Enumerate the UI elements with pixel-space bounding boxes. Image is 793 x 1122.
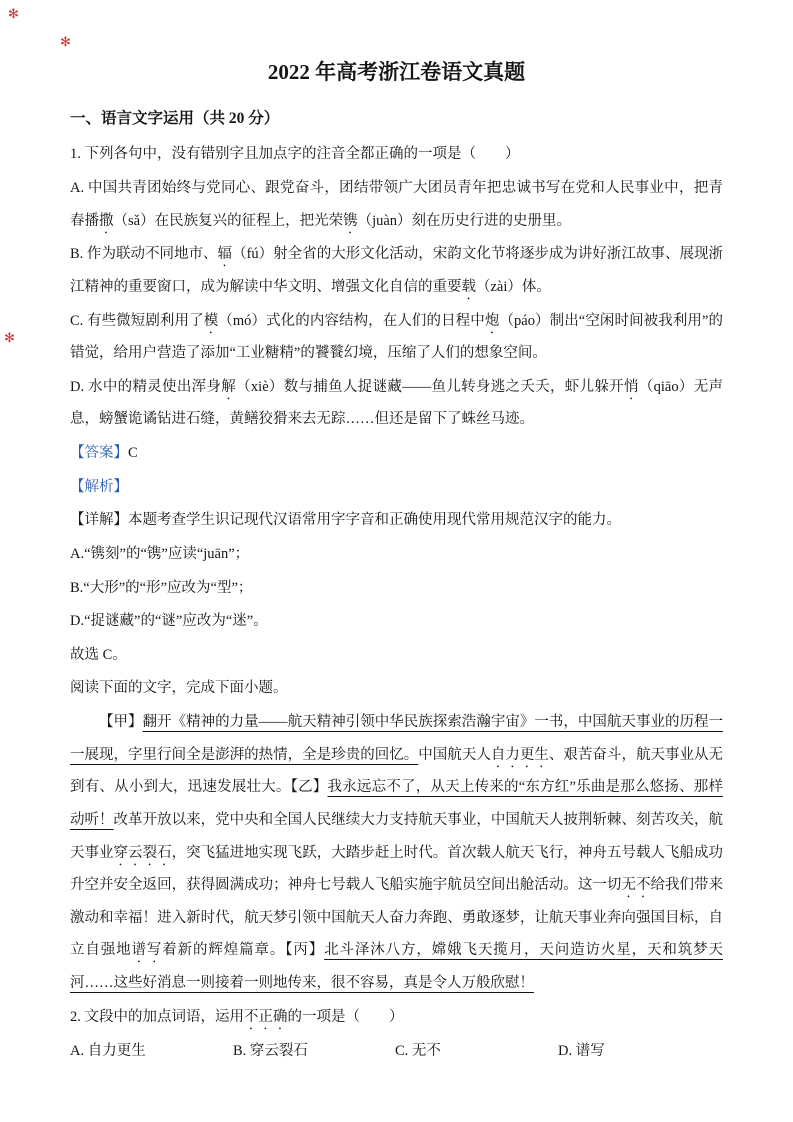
correction-d: D.“捉谜藏”的“谜”应改为“迷”。	[70, 613, 268, 630]
text-run: （mó）式化的内容结构，在人们的日程中	[218, 312, 485, 329]
dotted-word: 载	[461, 278, 476, 295]
text-run: C. 有些微短剧利用了	[70, 312, 204, 329]
underlined-text: 翻开《精神的力量——航天精神引领中华民族探索浩瀚宇宙》一书，中国航天事业的历程一一展现，字里行间全是澎湃的热情，全是珍贵的回忆。	[70, 714, 724, 763]
answer-value: C	[128, 445, 138, 462]
text-run: （qiāo）无声息，螃蟹诡谲钻进石缝，黄鳝狡猾来去无踪……但还是留下了蛛丝马迹。	[70, 378, 724, 428]
dotted-word: 镌	[343, 212, 358, 229]
text-run: （xiè）数与捕鱼人捉谜藏——鱼儿转身逃之夭夭，虾儿躲开	[236, 378, 624, 395]
text-run: （juàn）刻在历史行进的史册里。	[357, 212, 572, 229]
text-run: 改革开放以来，党中央和全国人民继续大力支持航天事业，中国航天人披荆斩棘、刻苦攻关，航天事业	[70, 811, 724, 861]
dotted-word: 无不	[621, 877, 651, 894]
underlined-text: 北斗泽沐八方，嫦娥飞天揽月，天问造访火星，天和筑梦天河……这些好消息一则接着一则地传来，很不容易，真是令人万般欣慰！	[70, 942, 723, 992]
dotted-word: 炮	[484, 312, 500, 329]
dotted-word: 自力更生	[490, 746, 549, 763]
text-run: 2. 文段中的加点词语，运用	[70, 1008, 244, 1025]
text-run: 【甲】	[99, 714, 143, 731]
detail-label: 【详解】	[70, 512, 128, 529]
dotted-word: 辐	[217, 246, 233, 263]
text-run: （sǎ）在民族复兴的征程上，把光荣	[113, 212, 344, 229]
q1-option-d	[70, 371, 723, 436]
dotted-word: 悄	[624, 378, 639, 395]
section-heading: 一、语言文字运用（共 20 分）	[70, 109, 280, 127]
reading-intro: 阅读下面的文字，完成下面小题。	[70, 680, 288, 697]
detail-line	[70, 504, 723, 537]
text-run: ，突飞猛进地实现飞跃，大踏步赶上时代。首次载人航天飞行，神舟五号载人飞船成功升空并安全返回，获得圆满成功；神舟七号载人飞船实施宇航员空间出舱活动。这一切	[70, 844, 724, 894]
text-run: A. 中国共青团始终与党同心、跟党奋斗，团结带领广大团员青年把忠诚书写在党和人民事业中，把青春播	[70, 180, 723, 229]
q2-option-c: C. 无不	[395, 1043, 441, 1060]
answer-label: 【答案】	[70, 445, 128, 462]
conclusion: 故选 C。	[70, 646, 127, 663]
text-run: 给我们带来激动和幸福！进入新时代，航天梦引领中国航天人奋力奔跑、勇敢逐梦，让航天事业奔向强国目标，自立自强地	[70, 877, 724, 959]
text-run: （páo）制出“空闲时间被我利用”的错觉，给用户营造了添加“工业糖精”的饕餮幻境，压缩了人们的想象空间。	[70, 312, 724, 362]
red-watermark-icon: ✻	[60, 35, 71, 50]
text-run: 【乙】	[290, 779, 328, 796]
q1-option-b	[70, 238, 723, 303]
dotted-word: 撒	[99, 212, 114, 229]
page-title: 2022 年高考浙江卷语文真题	[267, 60, 526, 84]
dotted-word: 模	[203, 312, 219, 329]
dotted-word: 不正确	[244, 1008, 288, 1025]
red-watermark-icon: ✻	[8, 7, 19, 22]
text-run: （fú）射全省的大形文化活动，宋韵文化节将逐步成为讲好浙江故事、展现浙江精神的重要窗口，成为解读中华文明、增强文化自信的重要	[70, 246, 724, 295]
dotted-word: 穿云裂石	[113, 844, 172, 861]
detail-text: 本题考查学生识记现代汉语常用字字音和正确使用现代常用规范汉字的能力。	[128, 512, 621, 529]
q2-option-d: D. 谱写	[558, 1043, 605, 1060]
q2-option-b: B. 穿云裂石	[233, 1043, 308, 1060]
red-watermark-icon: ✻	[4, 331, 15, 346]
text-run: 中国航天人	[418, 746, 491, 763]
analysis-label: 【解析】	[70, 478, 128, 495]
underlined-text: 我永远忘不了，从天上传来的“东方红”乐曲是那么悠扬、那样动听！	[70, 779, 723, 828]
text-run: （zài）体。	[476, 278, 551, 295]
answer-line	[70, 437, 723, 470]
q1-option-c	[70, 305, 723, 370]
text-run: D. 水中的精灵使出浑身	[70, 378, 222, 395]
text-run: 的一项是（ ）	[287, 1008, 404, 1025]
dotted-word: 解	[221, 378, 237, 395]
q2-options-row	[70, 1035, 723, 1068]
text-run: B. 作为联动不同地市、	[70, 246, 218, 263]
dotted-word: 谱写	[131, 942, 163, 959]
text-run: 着新的辉煌篇章。	[162, 942, 286, 959]
analysis-line	[70, 471, 723, 504]
q2-option-a: A. 自力更生	[70, 1043, 146, 1060]
q1-option-a	[70, 172, 723, 237]
reading-passage	[70, 706, 723, 1000]
text-run: 【丙】	[285, 942, 325, 959]
q1-stem: 1. 下列各句中，没有错别字且加点字的注音全都正确的一项是（ ）	[70, 146, 520, 163]
text-run: 、艰苦奋斗，航天事业从无到有、从小到大，迅速发展壮大。	[70, 746, 724, 796]
q2-stem	[70, 1001, 723, 1034]
correction-b: B.“大形”的“形”应改为“型”；	[70, 579, 253, 596]
correction-a: A.“镌刻”的“镌”应读“juān”；	[70, 545, 250, 562]
